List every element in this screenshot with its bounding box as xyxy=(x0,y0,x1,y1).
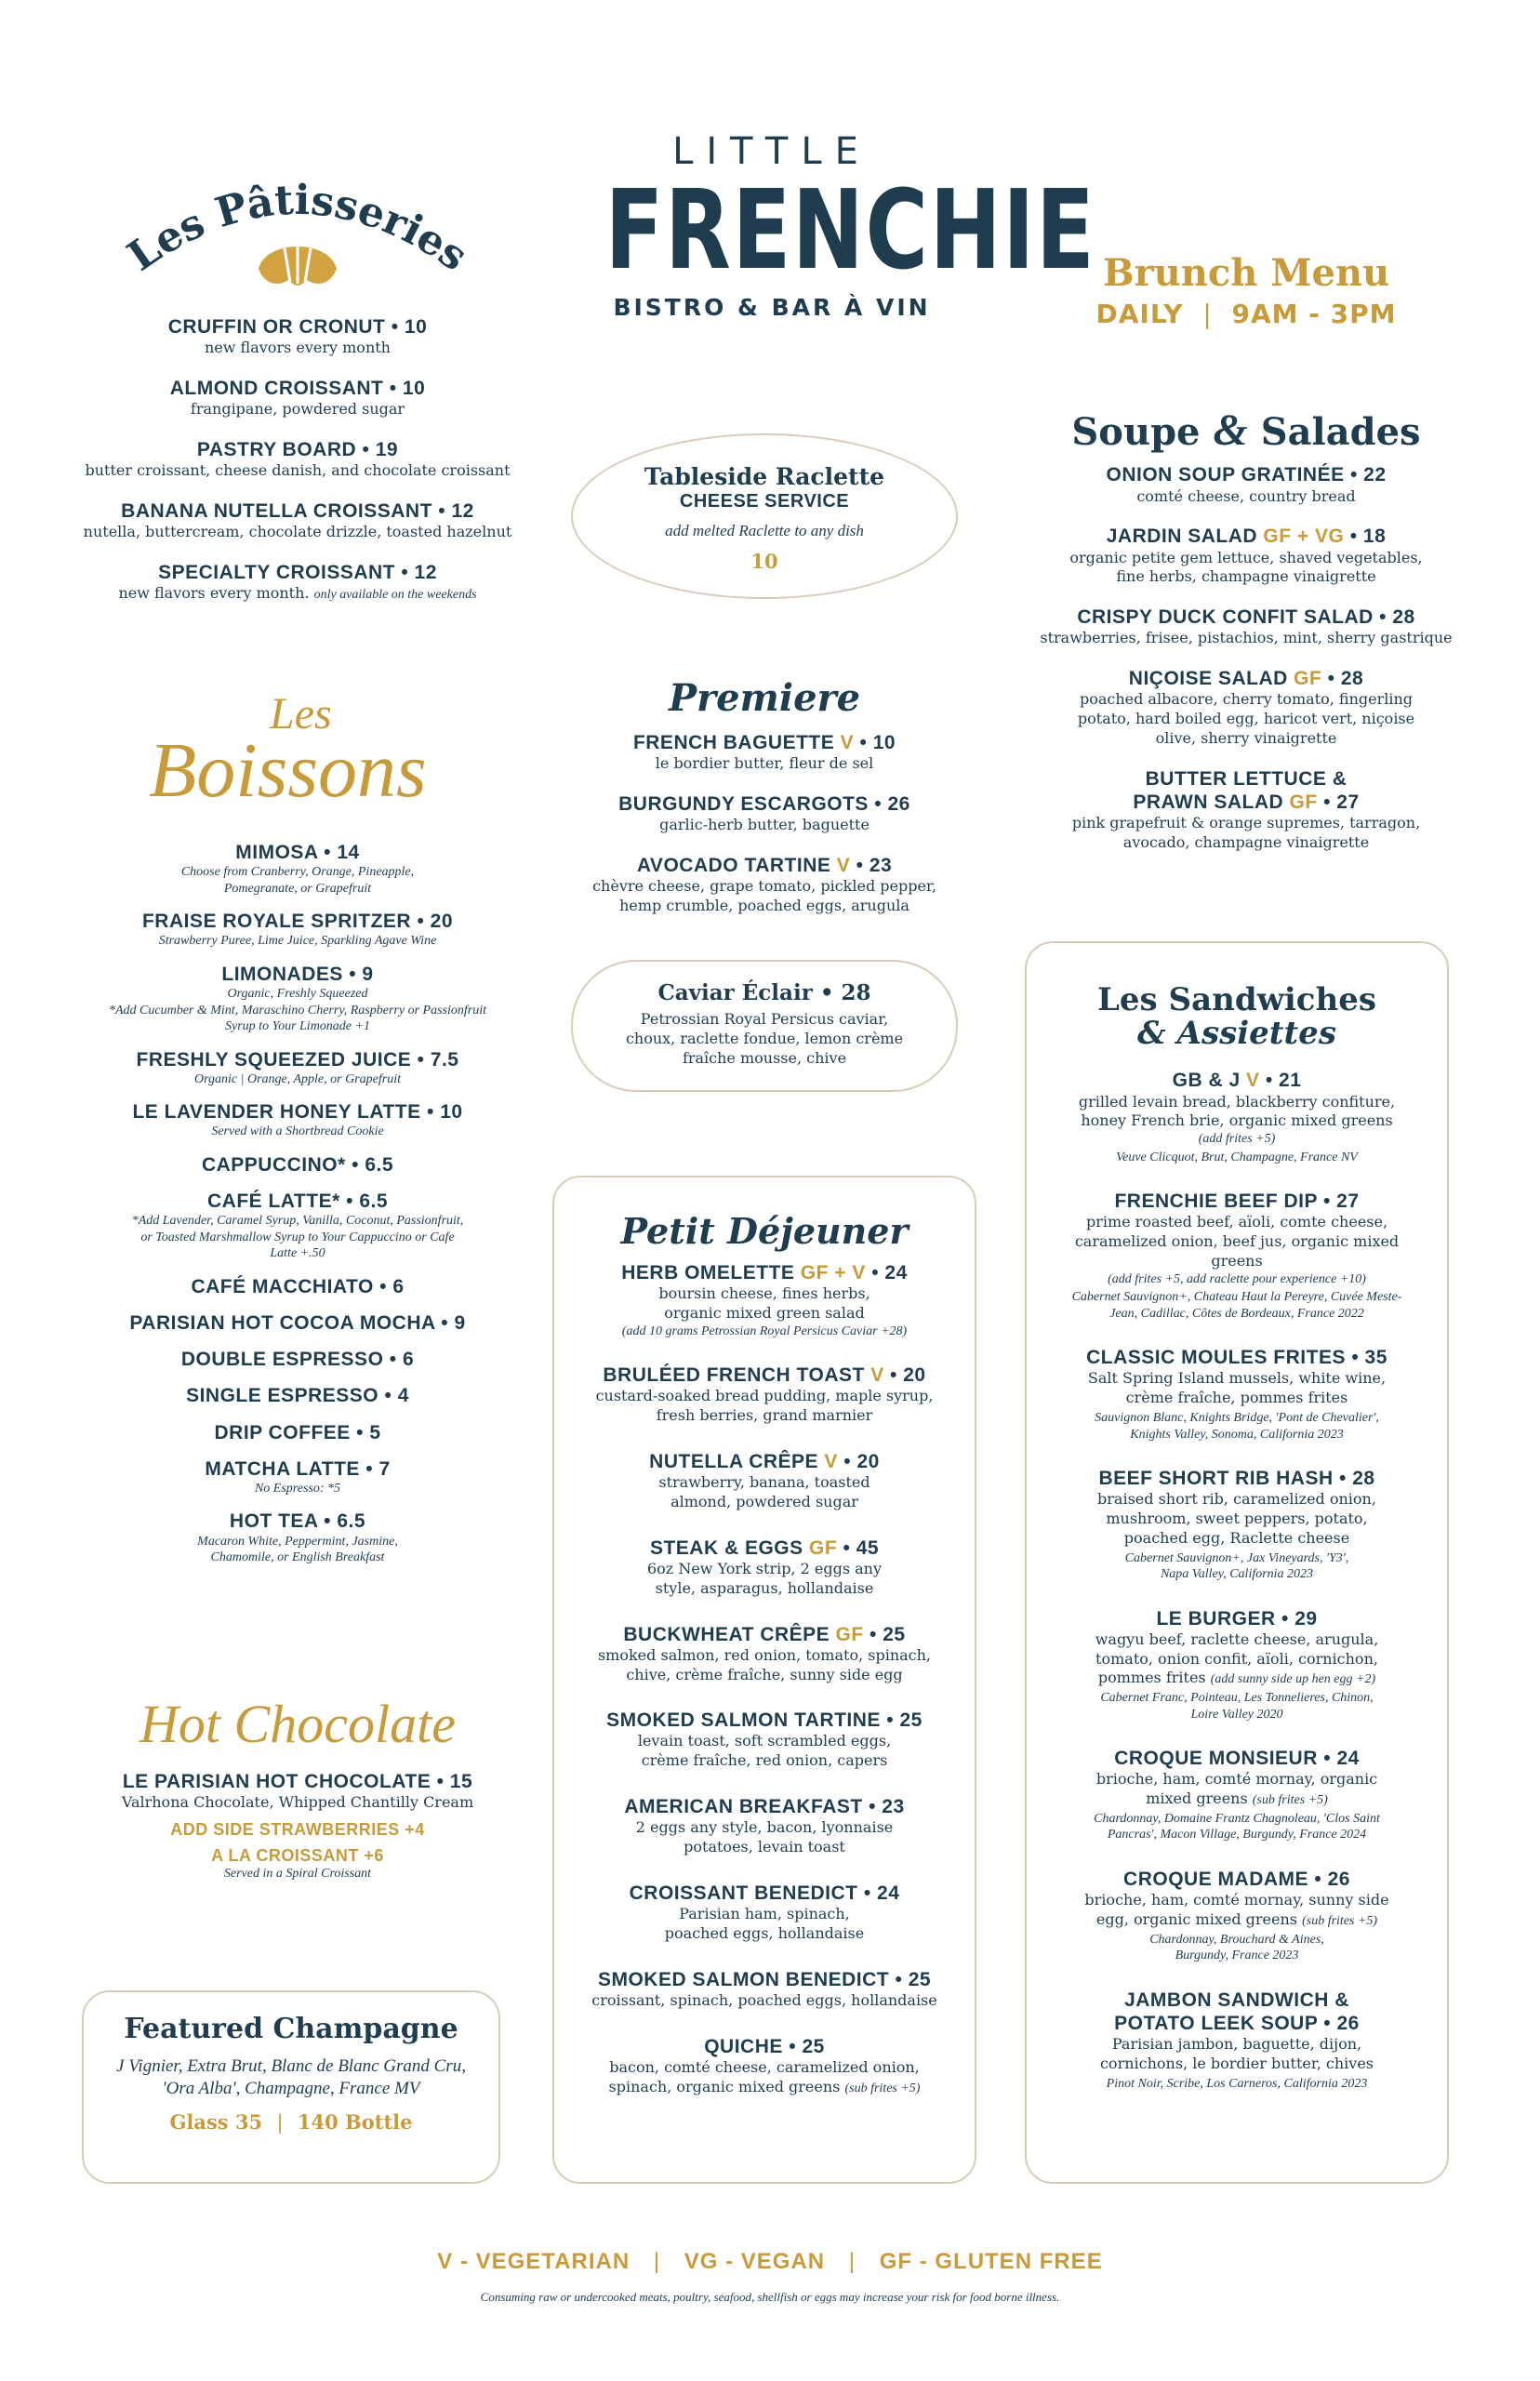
list-item: NIÇOISE SALAD GF • 28 poached albacore, cherry tomato, fingerling potato, hard boiled egg, haricot vert, niçoise olive, sherry vinaigrette xyxy=(1077,668,1415,747)
list-item: BEEF SHORT RIB HASH • 28 braised short rib, caramelized onion, mushroom, sweet peppers, potato, poached egg, Raclette cheese Cabernet Sauvignon+, Jax Vineyards, 'Y3', Napa Valley, California 2023 xyxy=(1097,1468,1376,1582)
list-item: LE BURGER • 29 wagyu beef, raclette cheese, arugula, tomato, onion confit, aïoli, cornichon, pommes frites (add sunny side up hen egg +2) Cabernet Franc, Pointeau, Les Tonnelieres, Chinon, Loire Valley 2020 xyxy=(1095,1607,1379,1722)
list-item: BRULÉED FRENCH TOAST V • 20 custard-soaked bread pudding, maple syrup, fresh berries, grand marnier xyxy=(595,1364,934,1425)
list-item: BUTTER LETTUCE & PRAWN SALAD GF • 27 pink grapefruit & orange supremes, tarragon, avocado, champagne vinaigrette xyxy=(1071,767,1421,851)
addon-croissant: A LA CROISSANT +6 xyxy=(211,1845,384,1865)
boissons-section xyxy=(56,688,539,1579)
list-item: ONION SOUP GRATINÉE • 22 comté cheese, country bread xyxy=(1106,464,1387,505)
premiere-section xyxy=(571,676,958,935)
raclette-title: Tableside Raclette xyxy=(644,463,885,490)
list-item: BURGUNDY ESCARGOTS • 26 garlic-herb butter, baguette xyxy=(618,792,910,834)
caviar-eclair-oval xyxy=(571,960,958,1092)
caviar-title: Caviar Éclair • 28 xyxy=(657,980,871,1005)
boissons-list xyxy=(56,841,539,1566)
list-item: MATCHA LATTE • 7 No Espresso: *5 xyxy=(205,1457,391,1496)
list-item: STEAK & EGGS GF • 45 6oz New York strip, 2 eggs any style, asparagus, hollandaise xyxy=(646,1536,883,1597)
list-item: HERB OMELETTE GF + V • 24 boursin cheese, fines herbs, organic mixed green salad (add 10 grams Petrossian Royal Persicus Caviar +28) xyxy=(621,1261,908,1338)
patisseries-list xyxy=(56,315,539,604)
list-item: CAFÉ LATTE* • 6.5 *Add Lavender, Caramel Syrup, Vanilla, Coconut, Passionfruit, or Toasted Marshmallow Syrup to Your Cappuccino or Cafe Latte +.50 xyxy=(131,1190,464,1261)
logo-little: LITTLE xyxy=(672,130,871,173)
brunch-time: 9AM - 3PM xyxy=(1231,299,1397,329)
addon-strawberries: ADD SIDE STRAWBERRIES +4 xyxy=(170,1819,425,1839)
list-item: BUCKWHEAT CRÊPE GF • 25 smoked salmon, red onion, tomato, spinach, chive, crème fraîche, sunny side egg xyxy=(597,1623,932,1683)
list-item: LE PARISIAN HOT CHOCOLATE • 15 Valrhona Chocolate, Whipped Chantilly Cream xyxy=(121,1771,474,1812)
list-item: FRENCHIE BEEF DIP • 27 prime roasted beef, aïoli, comte cheese, caramelized onion, beef jus, organic mixed greens (add frites +5, add raclette pour experience +10) Cabernet Sauvignon+, Chateau Haut la Pereyre, Cuvée Meste-Jean, Cadillac, Côtes de Bordeaux, France 2022 xyxy=(1071,1190,1402,1321)
logo-main: FRENCHIE xyxy=(604,166,1096,294)
soupe-salades-section xyxy=(1023,407,1469,871)
diet-legend xyxy=(0,2249,1540,2275)
sandwiches-card xyxy=(1025,941,1449,2184)
legend-sep-2: | xyxy=(848,2249,856,2274)
champagne-title: Featured Champagne xyxy=(124,2013,458,2045)
patisseries-section xyxy=(56,140,539,622)
list-item: CRISPY DUCK CONFIT SALAD • 28 strawberries, frisee, pistachios, mint, sherry gastrique xyxy=(1040,606,1453,647)
list-item: GB & J V • 21 grilled levain bread, blackberry confiture, honey French brie, organic mixed greens (add frites +5) Veuve Clicquot, Brut, Champagne, France NV xyxy=(1078,1070,1396,1164)
list-item: SINGLE ESPRESSO • 4 xyxy=(186,1385,409,1407)
addon-list xyxy=(56,1820,539,1882)
list-item: SMOKED SALMON TARTINE • 25 levain toast, soft scrambled eggs, crème fraîche, red onion, capers xyxy=(606,1709,923,1770)
list-item: PASTRY BOARD • 19 butter croissant, cheese danish, and chocolate croissant xyxy=(85,438,511,480)
brunch-title: Brunch Menu xyxy=(1102,251,1390,295)
caviar-desc: Petrossian Royal Persicus caviar, choux, raclette fondue, lemon crème fraîche mousse, chive xyxy=(625,1010,904,1067)
list-item: QUICHE • 25 bacon, comté cheese, caramelized onion, spinach, organic mixed greens (sub frites +5) xyxy=(608,2035,921,2095)
boissons-title xyxy=(56,688,539,828)
list-item: AVOCADO TARTINE V • 23 chèvre cheese, grape tomato, pickled pepper, hemp crumble, poached eggs, arugula xyxy=(592,854,936,914)
list-item: SMOKED SALMON BENEDICT • 25 croissant, spinach, poached eggs, hollandaise xyxy=(591,1968,937,2009)
croissant-icon xyxy=(253,228,342,298)
champagne-desc: J Vignier, Extra Brut, Blanc de Blanc Grand Cru, 'Ora Alba', Champagne, France MV xyxy=(116,2055,466,2099)
list-item: CROQUE MADAME • 26 brioche, ham, comté mornay, sunny side egg, organic mixed greens (sub frites +5) Chardonnay, Brouchard & Aines, Burgundy, France 2023 xyxy=(1084,1868,1389,1963)
list-item: SPECIALTY CROISSANT • 12 new flavors every month. only available on the weekends xyxy=(118,561,477,603)
list-item: MIMOSA • 14 Choose from Cranberry, Orange, Pineapple, Pomegranate, or Grapefruit xyxy=(180,842,415,896)
raclette-subtitle: CHEESE SERVICE xyxy=(679,491,850,512)
list-item: AMERICAN BREAKFAST • 23 2 eggs any style, bacon, lyonnaise potatoes, levain toast xyxy=(624,1796,905,1856)
patisseries-title-text: Les Pâtisseries xyxy=(119,176,476,281)
list-item: CRUFFIN OR CRONUT • 10 new flavors every month xyxy=(167,316,428,357)
legend-sep-1: | xyxy=(653,2249,661,2274)
list-item: DOUBLE ESPRESSO • 6 xyxy=(180,1349,415,1371)
petit-dejeuner-card xyxy=(552,1176,976,2184)
legend-vegan: VG - VEGAN xyxy=(684,2249,826,2274)
list-item: LE LAVENDER HONEY LATTE • 10 Served with a Shortbread Cookie xyxy=(132,1101,463,1139)
brunch-hours xyxy=(1032,299,1460,329)
list-item: NUTELLA CRÊPE V • 20 strawberry, banana, toasted almond, powdered sugar xyxy=(649,1450,880,1510)
brunch-days: DAILY xyxy=(1095,299,1184,329)
hot-chocolate-section xyxy=(56,1693,539,1901)
list-item: FRESHLY SQUEEZED JUICE • 7.5 Organic | Orange, Apple, or Grapefruit xyxy=(136,1048,459,1086)
list-item: CROQUE MONSIEUR • 24 brioche, ham, comté mornay, organic mixed greens (sub frites +5) Chardonnay, Domaine Frantz Chagnoleau, 'Clos Saint Pancras', Macon Village, Burgundy, France 2024 xyxy=(1094,1748,1380,1842)
champagne-price: Glass 35 | 140 Bottle xyxy=(169,2109,413,2134)
list-item: CROISSANT BENEDICT • 24 Parisian ham, spinach, poached eggs, hollandaise xyxy=(629,1882,900,1942)
raclette-price: 10 xyxy=(750,550,778,574)
addon-note: Served in a Spiral Croissant xyxy=(223,1867,372,1882)
list-item: CAPPUCCINO* • 6.5 xyxy=(201,1153,394,1176)
health-footnote: Consuming raw or undercooked meats, poultry, seafood, shellfish or eggs may increase your risk for food borne illness. xyxy=(480,2290,1060,2304)
list-item: JARDIN SALAD GF + VG • 18 organic petite gem lettuce, shaved vegetables, fine herbs, champagne vinaigrette xyxy=(1069,525,1423,586)
boissons-title-main: Boissons xyxy=(149,727,427,814)
list-item: PARISIAN HOT COCOA MOCHA • 9 xyxy=(129,1312,466,1334)
logo-sub: BISTRO & BAR À VIN xyxy=(613,294,931,321)
logo xyxy=(558,130,1096,321)
brunch-header xyxy=(1032,251,1460,329)
soupe-title: Soupe & Salades xyxy=(1071,406,1421,455)
list-item: BANANA NUTELLA CROISSANT • 12 nutella, buttercream, chocolate drizzle, toasted hazelnut xyxy=(83,499,512,541)
list-item: DRIP COFFEE • 5 xyxy=(214,1421,381,1443)
petit-dejeuner-title: Petit Déjeuner xyxy=(620,1210,909,1252)
raclette-oval xyxy=(571,433,958,599)
list-item: FRENCH BAGUETTE V • 10 le bordier butter, fleur de sel xyxy=(632,732,896,773)
legend-gluten-free: GF - GLUTEN FREE xyxy=(879,2249,1103,2274)
legend-vegetarian: V - VEGETARIAN xyxy=(437,2249,631,2274)
boissons-title-les: Les xyxy=(270,689,332,738)
hot-chocolate-title: Hot Chocolate xyxy=(139,1694,456,1754)
premiere-title: Premiere xyxy=(668,676,861,720)
sandwiches-title: Les Sandwiches & Assiettes xyxy=(1097,981,1376,1052)
list-item: CAFÉ MACCHIATO • 6 xyxy=(191,1275,405,1297)
list-item: FRAISE ROYALE SPRITZER • 20 Strawberry Puree, Lime Juice, Sparkling Agave Wine xyxy=(141,911,453,949)
list-item: HOT TEA • 6.5 Macaron White, Peppermint, Jasmine, Chamomile, or English Breakfast xyxy=(197,1510,398,1565)
brunch-sep: | xyxy=(1202,299,1213,329)
featured-champagne-card xyxy=(82,1990,500,2184)
list-item: JAMBON SANDWICH & POTATO LEEK SOUP • 26 Parisian jambon, baguette, dijon, cornichons, le bordier butter, chives Pinot Noir, Scribe, Los Carneros, California 2023 xyxy=(1099,1989,1374,2091)
list-item: CLASSIC MOULES FRITES • 35 Salt Spring Island mussels, white wine, crème fraîche, pommes frites Sauvignon Blanc, Knights Bridge, 'Pont de Chevalier', Knights Valley, Sonoma, California 2023 xyxy=(1086,1347,1387,1442)
list-item: ALMOND CROISSANT • 10 frangipane, powdered sugar xyxy=(169,377,426,419)
list-item: LIMONADES • 9 Organic, Freshly Squeezed *Add Cucumber & Mint, Maraschino Cherry, Raspberry or Passionfruit Syrup to Your Limonade +1 xyxy=(109,963,486,1034)
raclette-desc: add melted Raclette to any dish xyxy=(665,522,864,540)
